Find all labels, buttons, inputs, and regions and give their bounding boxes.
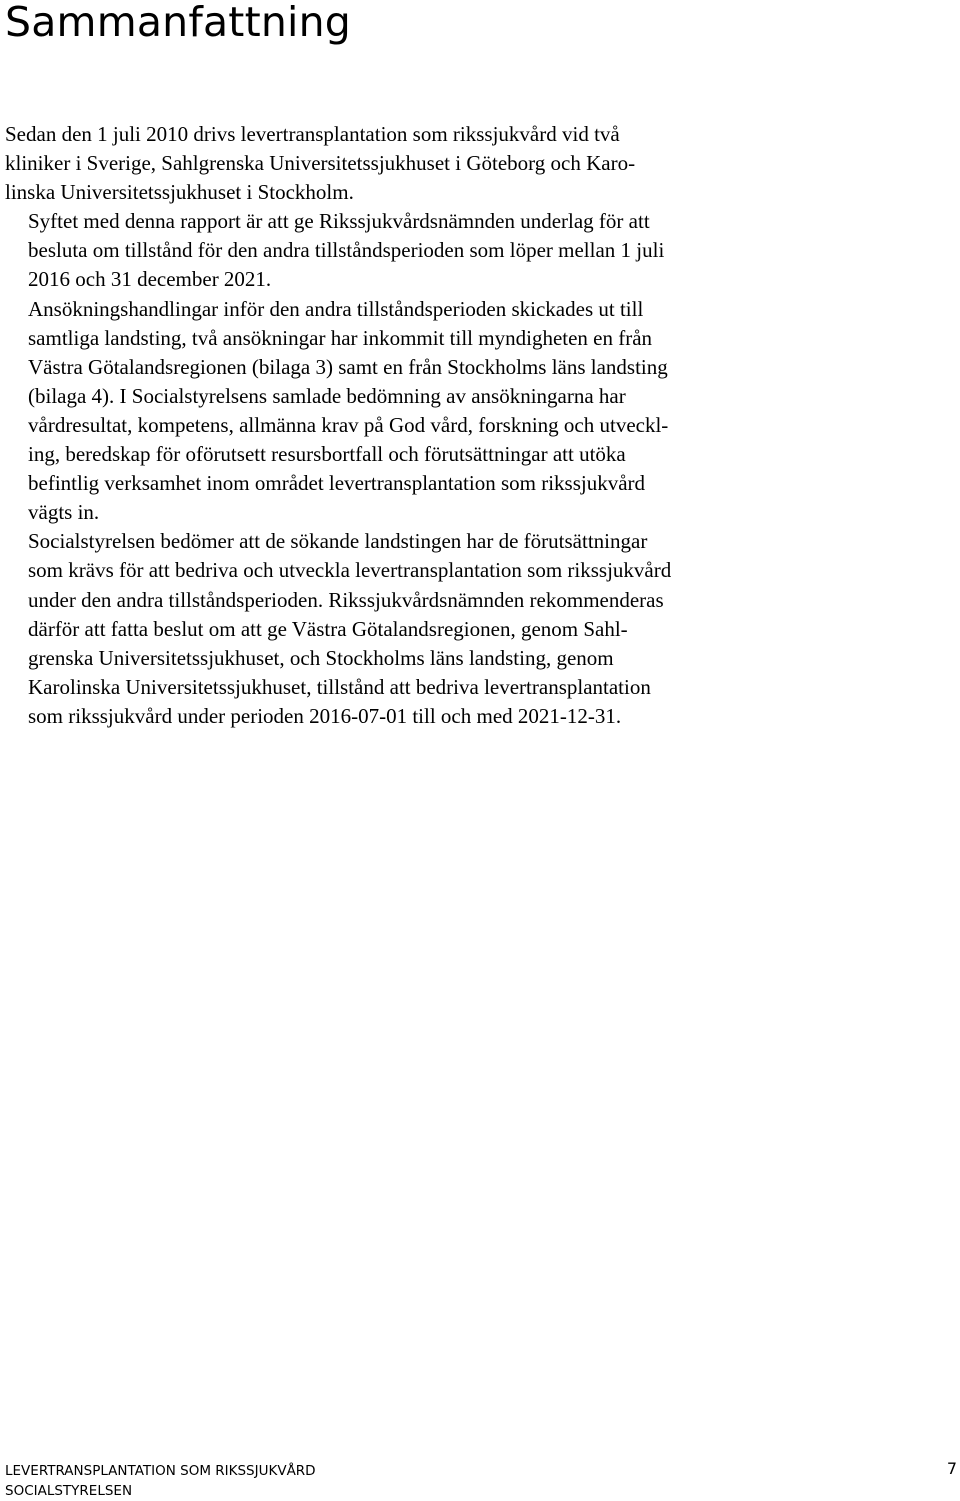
footer-report-title: LEVERTRANSPLANTATION SOM RIKSSJUKVÅRD (5, 1463, 316, 1479)
paragraph-recommendation (5, 527, 755, 731)
text-line: Sedan den 1 juli 2010 drivs levertransplantation som rikssjukvård vid två (5, 122, 620, 146)
text-line: kliniker i Sverige, Sahlgrenska Universitetssjukhuset i Göteborg och Karo- (5, 151, 636, 176)
text-line: vägts in. (28, 500, 100, 525)
text-line: linska Universitetssjukhuset i Stockholm. (5, 180, 354, 205)
paragraph-intro (5, 120, 755, 207)
text-line: ing, beredskap för oförutsett resursbortfall och förutsättningar att utöka (28, 442, 626, 467)
text-line: vårdresultat, kompetens, allmänna krav på God vård, forskning och utveckl- (28, 412, 669, 437)
text-line: under den andra tillståndsperioden. Rikssjukvårdsnämnden rekommenderas (28, 587, 664, 612)
text-line: grenska Universitetssjukhuset, och Stockholms läns landsting, genom (28, 645, 614, 670)
text-line: som rikssjukvård under perioden 2016-07-01 till och med 2021-12-31. (28, 703, 622, 728)
text-line: därför att fatta beslut om att ge Västra Götalandsregionen, genom Sahl- (28, 616, 628, 641)
paragraph-purpose (5, 207, 755, 294)
text-line: Syftet med denna rapport är att ge Rikssjukvårdsnämnden underlag för att (28, 209, 650, 234)
text-line: som krävs för att bedriva och utveckla levertransplantation som rikssjukvård (28, 558, 672, 583)
footer-publisher: SOCIALSTYRELSEN (5, 1483, 133, 1499)
text-line: Ansökningshandlingar inför den andra tillståndsperioden skickades ut till (28, 296, 644, 321)
text-line: Västra Götalandsregionen (bilaga 3) samt en från Stockholms läns landsting (28, 354, 668, 379)
page-title: Sammanfattning (5, 0, 352, 46)
page-footer (5, 1461, 316, 1501)
text-line: Socialstyrelsen bedömer att de sökande landstingen har de förutsättningar (28, 529, 648, 554)
summary-text (5, 120, 755, 731)
text-line: 2016 och 31 december 2021. (28, 267, 272, 292)
page-number: 7 (946, 1459, 957, 1478)
text-line: (bilaga 4). I Socialstyrelsens samlade bedömning av ansökningarna har (28, 383, 626, 408)
text-line: besluta om tillstånd för den andra tillståndsperioden som löper mellan 1 juli (28, 238, 665, 263)
text-line: samtliga landsting, två ansökningar har inkommit till myndigheten en från (28, 325, 653, 350)
text-line: befintlig verksamhet inom området levertransplantation som rikssjukvård (28, 471, 646, 496)
paragraph-applications (5, 295, 755, 528)
text-line: Karolinska Universitetssjukhuset, tillstånd att bedriva levertransplantation (28, 674, 651, 699)
